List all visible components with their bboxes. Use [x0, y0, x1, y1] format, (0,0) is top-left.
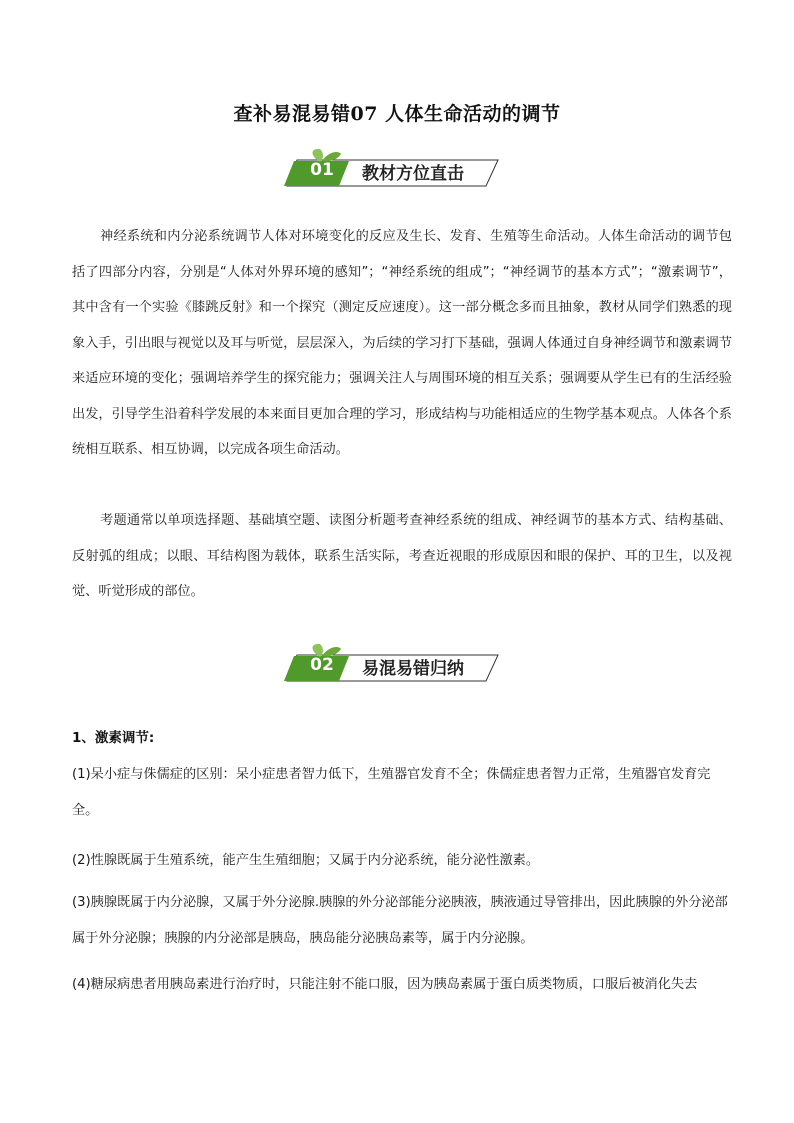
list-item-2: (2)性腺既属于生殖系统，能产生生殖细胞；又属于内分泌系统，能分泌性激素。: [72, 853, 540, 868]
paragraph-2: 考题通常以单项选择题、基础填空题、读图分析题考查神经系统的组成、神经调节的基本方式、结构基础、反射弧的组成；以眼、耳结构图为载体，联系生活实际，考查近视眼的形成原因和眼的保护、耳的卫生，以及视觉、听觉形成的部位。: [72, 513, 732, 599]
list-item-1: (1)呆小症与侏儒症的区别：呆小症患者智力低下，生殖器官发育不全；侏儒症患者智力正常，生殖器官发育完全。: [72, 767, 711, 818]
section-banner-02: [282, 643, 512, 683]
section-number: 02: [310, 655, 334, 675]
section-banner-01: [282, 148, 512, 188]
list-item-4: (4)糖尿病患者用胰岛素进行治疗时，只能注射不能口服，因为胰岛素属于蛋白质类物质，口服后被消化失去: [72, 977, 698, 992]
subsection-heading: 1、激素调节:: [72, 730, 155, 746]
section-number: 01: [310, 160, 334, 180]
page-title: 查补易混易错07 人体生命活动的调节: [233, 103, 561, 125]
paragraph-1: 神经系统和内分泌系统调节人体对环境变化的反应及生长、发育、生殖等生命活动。人体生命活动的调节包括了四部分内容，分别是“人体对外界环境的感知”；“神经系统的组成”；“神经调节的基本方式”；“激素调节”，其中含有一个实验《膝跳反射》和一个探究（测定反应速度）。这一部分概念多而且抽象，教材从同学们熟悉的现象入手，引出眼与视觉以及耳与听觉，层层深入，为后续的学习打下基础，强调人体通过自身神经调节和激素调节来适应环境的变化；强调培养学生的探究能力；强调关注人与周围环境的相互关系；强调要从学生已有的生活经验出发，引导学生沿着科学发展的本来面目更加合理的学习，形成结构与功能相适应的生物学基本观点。人体各个系统相互联系、相互协调，以完成各项生命活动。: [72, 229, 732, 457]
list-item-3: (3)胰腺既属于内分泌腺，又属于外分泌腺.胰腺的外分泌部能分泌胰液，胰液通过导管排出，因此胰腺的外分泌部属于外分泌腺；胰腺的内分泌部是胰岛，胰岛能分泌胰岛素等，属于内分泌腺。: [72, 895, 728, 946]
section-label: 易混易错归纳: [362, 659, 464, 679]
section-label: 教材方位直击: [362, 164, 464, 184]
